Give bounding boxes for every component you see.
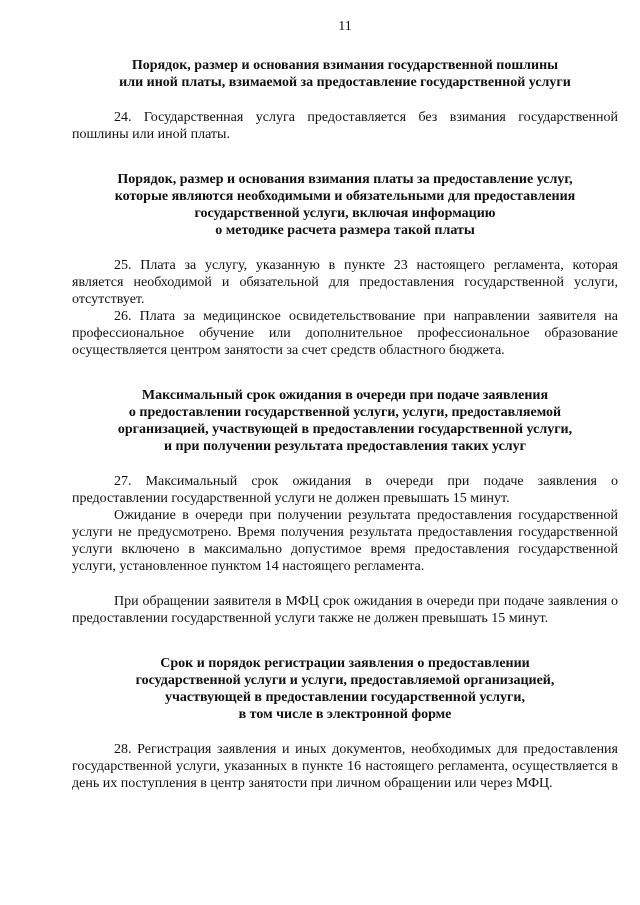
paragraph-25: 25. Плата за услугу, указанную в пункте 23 настоящего регламента, которая является необходимой и обязательной для предоставления государственной услуги, отсутствует. bbox=[72, 258, 618, 307]
page-number: 11 bbox=[338, 19, 352, 34]
paragraph-27: 27. Максимальный срок ожидания в очереди при подаче заявления о предоставлении государственной услуги не должен превышать 15 минут. bbox=[72, 474, 618, 506]
paragraph-28: 28. Регистрация заявления и иных документов, необходимых для предоставления государственной услуги, указанных в пункте 16 настоящего регламента, осуществляется в день их поступления в центр занятости при личном обращении или через МФЦ. bbox=[72, 742, 618, 791]
section-mandatory-services-fee bbox=[72, 171, 618, 359]
section-fee bbox=[72, 57, 618, 143]
paragraph-24: 24. Государственная услуга предоставляется без взимания государственной пошлины или иной платы. bbox=[72, 110, 618, 142]
section-heading: Порядок, размер и основания взимания платы за предоставление услуг, которые являются необходимыми и обязательными для предоставления государственной услуги, включая информацию о методике расчета размера такой платы bbox=[114, 172, 576, 238]
paragraph-mfc-waiting: При обращении заявителя в МФЦ срок ожидания в очереди при подаче заявления о предоставлении государственной услуги также не должен превышать 15 минут. bbox=[72, 594, 618, 626]
paragraph-27-waiting: Ожидание в очереди при получении результата предоставления государственной услуги не предусмотрено. Время получения результата предоставления государственной услуги включено в максимально допустимое время предоставления государственной услуги, установленное пунктом 14 настоящего регламента. bbox=[72, 508, 618, 574]
section-heading: Срок и порядок регистрации заявления о предоставлении государственной услуги и услуги, предоставляемой организацией, участвующей в предоставлении государственной услуги, в том числе в электронной форме bbox=[135, 656, 555, 722]
section-heading: Порядок, размер и основания взимания государственной пошлины или иной платы, взимаемой за предоставление государственной услуги bbox=[119, 58, 571, 90]
section-queue-time bbox=[72, 387, 618, 627]
section-registration bbox=[72, 655, 618, 792]
section-heading: Максимальный срок ожидания в очереди при подаче заявления о предоставлении государственной услуги, услуги, предоставляемой организацией, участвующей в предоставлении государственной услуги, и при получении результата предоставления таких услуг bbox=[117, 388, 573, 454]
paragraph-26: 26. Плата за медицинское освидетельствование при направлении заявителя на профессиональное обучение или дополнительное профессиональное образование осуществляется центром занятости за счет средств областного бюджета. bbox=[72, 309, 618, 358]
